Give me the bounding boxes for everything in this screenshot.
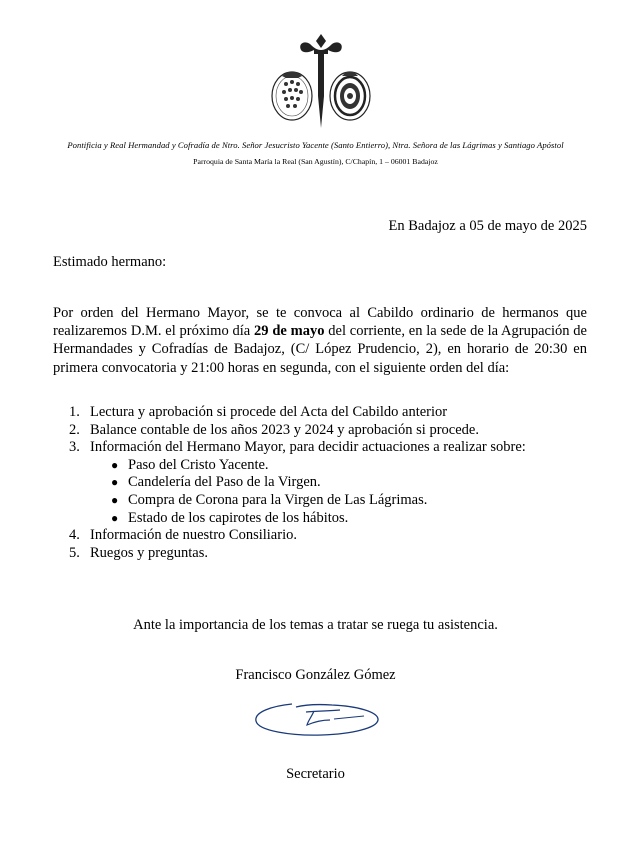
agenda-item bbox=[53, 404, 587, 422]
agenda-text: Información de nuestro Consiliario. bbox=[90, 527, 297, 544]
brotherhood-crest-icon bbox=[268, 32, 374, 134]
letter-date: En Badajoz a 05 de mayo de 2025 bbox=[388, 218, 587, 234]
agenda-number: 5. bbox=[69, 544, 80, 561]
signer-name: Francisco González Gómez bbox=[235, 667, 396, 683]
agenda-text: Ruegos y preguntas. bbox=[90, 544, 208, 561]
handwritten-signature bbox=[252, 694, 382, 744]
bullet-icon: ● bbox=[111, 457, 119, 472]
agenda-subitem bbox=[90, 510, 587, 528]
bullet-icon: ● bbox=[111, 492, 119, 507]
agenda-text: Balance contable de los años 2023 y 2024 y aprobación si procede. bbox=[90, 421, 479, 438]
agenda-item bbox=[53, 439, 587, 527]
bullet-icon: ● bbox=[111, 475, 119, 490]
body-text-part1: Por orden del Hermano Mayor, se te convoca al Cabildo ordinario de hermanos que realizaremos D.M. el próximo día bbox=[53, 305, 587, 340]
closing-sentence: Ante la importancia de los temas a tratar se ruega tu asistencia. bbox=[133, 617, 498, 633]
meeting-date: 29 de mayo bbox=[254, 323, 325, 340]
agenda-list bbox=[53, 404, 587, 562]
agenda-text: Lectura y aprobación si procede del Acta del Cabildo anterior bbox=[90, 404, 448, 420]
body-paragraph bbox=[53, 304, 587, 377]
body-text-part2: del corriente, en la sede de la Agrupación de Hermandades y Cofradías de Badajoz, (C/ López Prudencio, 2), en horario de 20:30 en primera convocatoria y 21:00 horas en segunda, con el siguiente orden del día: bbox=[53, 323, 587, 376]
subitem-text: Estado de los capirotes de los hábitos. bbox=[128, 509, 349, 526]
agenda-item bbox=[53, 527, 587, 545]
agenda-number: 1. bbox=[69, 404, 80, 420]
agenda-number: 2. bbox=[69, 421, 80, 438]
agenda-item bbox=[53, 545, 587, 563]
agenda-number: 3. bbox=[69, 439, 80, 456]
agenda-number: 4. bbox=[69, 527, 80, 544]
parish-address: Parroquia de Santa María la Real (San Agustín), C/Chapín, 1 – 06001 Badajoz bbox=[193, 157, 438, 166]
subitem-text: Candelería del Paso de la Virgen. bbox=[128, 474, 321, 491]
subitem-text: Paso del Cristo Yacente. bbox=[128, 456, 269, 473]
signer-role: Secretario bbox=[286, 766, 345, 782]
bullet-icon: ● bbox=[111, 510, 119, 525]
brotherhood-name: Pontificia y Real Hermandad y Cofradía de Ntro. Señor Jesucristo Yacente (Santo Entierro), Ntra. Señora de las Lágrimas y Santiago Apóstol bbox=[67, 140, 564, 150]
agenda-text: Información del Hermano Mayor, para decidir actuaciones a realizar sobre: bbox=[90, 439, 526, 456]
agenda-sublist bbox=[90, 457, 587, 527]
agenda-item bbox=[53, 422, 587, 440]
agenda-subitem bbox=[90, 457, 587, 475]
agenda-subitem bbox=[90, 474, 587, 492]
subitem-text: Compra de Corona para la Virgen de Las Lágrimas. bbox=[128, 491, 428, 508]
agenda-subitem bbox=[90, 492, 587, 510]
greeting: Estimado hermano: bbox=[53, 254, 167, 270]
